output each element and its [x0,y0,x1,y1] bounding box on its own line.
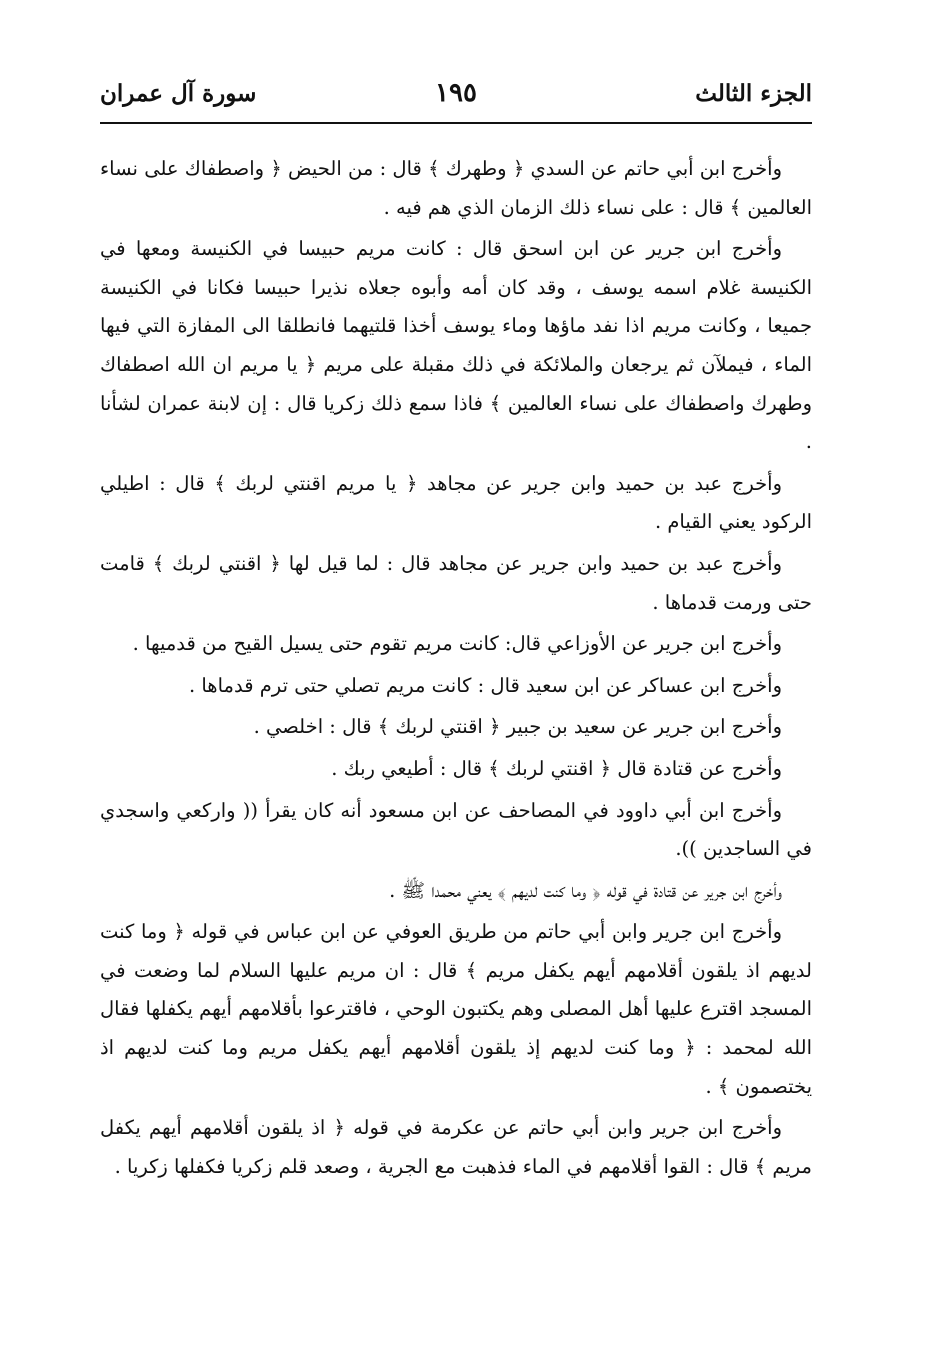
paragraph: وأخرج عن قتادة قال ﴿ اقنتي لربك ﴾ قال : أطيعي ربك . [331,756,782,780]
paragraph: وأخرج ابن أبي داوود في المصاحف عن ابن مسعود أنه كان يقرأ (( واركعي واسجدي في الساجدين )). [100,798,812,861]
paragraph: وأخرج ابن جرير عن الأوزاعي قال: كانت مريم تقوم حتى يسيل القيح من قدميها . [132,632,782,656]
paragraph: وأخرج عبد بن حميد وابن جرير عن مجاهد قال : لما قيل لها ﴿ اقنتي لربك ﴾ قامت حتى ورمت قدماها . [100,551,812,614]
paragraph: وأخرج ابن جرير عن ابن اسحق قال : كانت مريم حبيسا في الكنيسة ومعها في الكنيسة غلام اسمه يوسف ، وقد كان أمه وأبوه جعلاه نذيرا حبيسا فكانا في الكنيسة جميعا ، وكانت مريم اذا نفد ماؤها وماء يوسف أخذا قلتيهما فانطلقا الى المفازة التي فيها الماء ، فيملآن ثم يرجعان والملائكة في ذلك مقبلة على مريم ﴿ يا مريم ان الله اصطفاك وطهرك واصطفاك على نساء العالمين ﴾ فاذا سمع ذلك زكريا قال : إن لابنة عمران لشأنا . [100,237,812,454]
paragraph: وأخرج ابن جرير وابن أبي حاتم عن عكرمة في قوله ﴿ اذ يلقون أقلامهم أيهم يكفل مريم ﴾ قال : القوا أقلامهم في الماء فذهبت مع الجرية ، وصعد قلم زكريا فكفلها زكريا . [100,1116,812,1178]
part-title: الجزء الثالث [695,80,812,107]
paragraph: وأخرج ابن جرير عن سعيد بن جبير ﴿ اقنتي لربك ﴾ قال : اخلصي . [253,715,782,739]
page-body [100,150,812,1186]
paragraph: وأخرج ابن جرير عن قتادة في قوله ﴿ وما كنت لديهم ﴾ يعني محمدا ﷺ . [389,878,782,902]
paragraph: وأخرج ابن أبي حاتم عن السدي ﴿ وطهرك ﴾ قال : من الحيض ﴿ واصطفاك على نساء العالمين ﴾ قال : على نساء ذلك الزمان الذي هم فيه . [100,157,812,219]
running-header [100,70,812,114]
paragraph: وأخرج عبد بن حميد وابن جرير عن مجاهد ﴿ يا مريم اقنتي لربك ﴾ قال : اطيلي الركود يعني القيام . [100,471,812,534]
surah-title: سورة آل عمران [100,80,257,107]
header-rule [100,122,812,124]
page [100,70,812,1189]
paragraph: وأخرج ابن جرير وابن أبي حاتم من طريق العوفي عن ابن عباس في قوله ﴿ وما كنت لديهم اذ يلقون أقلامهم أيهم يكفل مريم ﴾ قال : ان مريم عليها السلام لما وضعت في المسجد اقترع عليها أهل المصلى وهم يكتبون الوحي ، فاقترعوا بأقلامهم أيهم يكفلها فقال الله لمحمد : ﴿ وما كنت لديهم إذ يلقون أقلامهم أيهم يكفل مريم وما كنت لديهم اذ يختصمون ﴾ . [100,920,812,1098]
paragraph: وأخرج ابن عساكر عن ابن سعيد قال : كانت مريم تصلي حتى ترم قدماها . [188,673,782,697]
page-number: ١٩٥ [435,78,477,108]
